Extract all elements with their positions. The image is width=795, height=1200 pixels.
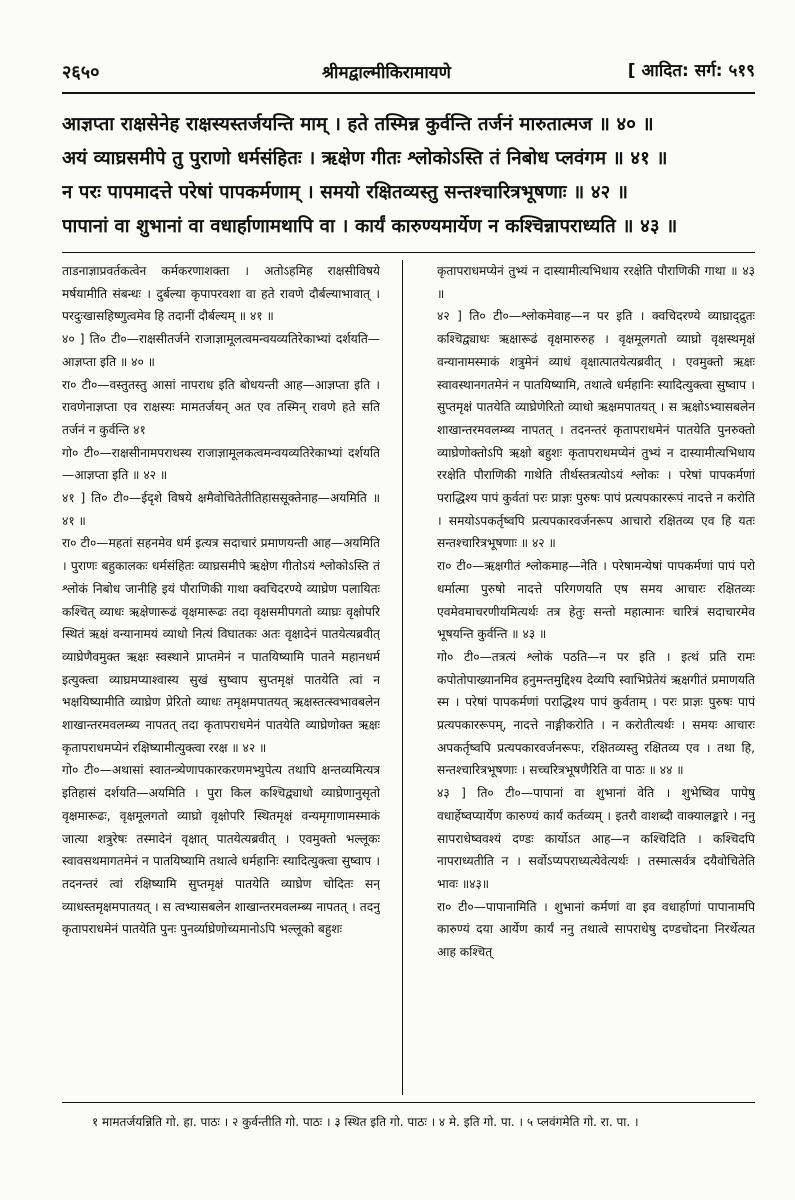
verse-42: न परः पापमादत्ते परेषां पापकर्मणाम् । समयो रक्षितव्यस्तु सन्तश्चारित्रभूषणाः ॥ ४२ ॥ bbox=[62, 182, 629, 203]
left-column bbox=[62, 260, 380, 941]
verse-41: अयं व्याघ्रसमीपे तु पुराणो धर्मसंहितः । ऋक्षेण गीतः श्लोकोऽस्ति तं निबोध प्लवंगम ॥ ४१ ॥ bbox=[62, 148, 668, 169]
commentary-paragraph: ४३ ] ति० टी०—पापानां वा शुभानां वेति । शुभेष्विव पापेषु वधार्हेष्वप्यार्येण कारुण्यं कार्यं कर्तव्यम् । इतरौ वाशब्दौ वाक्यालङ्कारे । ननु सापराधेष्ववश्यं दण्डः कार्योऽत आह—न कश्चिदिति । कश्चिदपि नापराध्यतीति न । सर्वोऽप्यपराध्यत्येवेत्यर्थः । तस्मात्सर्वत्र दयैवोचितेति भावः ॥४३॥ bbox=[437, 786, 755, 891]
header-rule bbox=[62, 92, 755, 94]
page-header bbox=[62, 58, 755, 88]
verse-rule bbox=[62, 252, 755, 253]
verse-block bbox=[62, 108, 755, 244]
verse-40: आज्ञप्ता राक्षसेनेह राक्षस्यस्तर्जयन्ति माम् । हते तस्मिन्न कुर्वन्ति तर्जनं मारुतात्मज ॥ ४० ॥ bbox=[62, 114, 654, 135]
verse-43: पापानां वा शुभानां वा वधार्हाणामथापि वा । कार्यं कारुण्यमार्येण न कश्चिन्नापराध्यति ॥ ४३ ॥ bbox=[62, 216, 678, 237]
commentary-columns bbox=[62, 260, 755, 1095]
commentary-paragraph: रा० टी०—पापानामिति । शुभानां कर्मणां वा इव वधार्हाणां पापानामपि कारुण्यं दया आर्येण कार्यं ननु तथात्वे सापराधेषु दण्डचोदना निरर्थेत्यत आह कश्चित् bbox=[437, 899, 755, 960]
commentary-paragraph: ४२ ] ति० टी०—श्लोकमेवाह—न पर इति । क्वचिदरण्ये व्याघ्राद्द्रुतः कश्चिद्व्याधः ऋक्षारूढं वृक्षमारुरुह । वृक्षमूलगतो व्याघ्रो वृक्षस्थमृक्षं वन्यानामस्माकं शत्रुमेनं व्याधं वृक्षात्पातयेत्यब्रवीत् । एवमुक्तो ऋक्षः स्वावस्थानगतमेनं न पातयिष्यामि, तथात्वे धर्महानिः स्यादित्युक्त्वा सुष्वाप । सुप्तमृक्षं पातयेति व्याघ्रेणेरितो व्याधो ऋक्षमपातयत् । स ऋक्षोऽभ्यासबलेन शाखान्तरमवलम्ब्य नापतत् । तदनन्तरं कृतापराधमेनं पातयेति पुनरुक्तो व्याघ्रेणोक्तोऽपि ऋक्षो बहुशः कृतापराधमप्येनं तुभ्यं न दास्यामीत्यभिधाय ररक्षेति पौराणिकी गाथेति तीर्थस्तत्रत्योऽयं श्लोकः । परेषां पापकर्मणां पराद्धिश्य पापं कुर्वतां परः प्राज्ञः पुरुषः पापं प्रत्यपकाररूपं नादत्ते न करोति । समयोऽपकर्तृष्वपि प्रत्यपकारवर्जनरूप आचारो रक्षितव्य एव हि यतः सन्तश्चारित्रभूषणाः ॥ ४२ ॥ bbox=[437, 309, 755, 551]
running-title: श्रीमद्वाल्मीकिरामायणे bbox=[322, 63, 451, 83]
commentary-paragraph: गो० टी०—अथासां स्वातन्त्र्येणापकारकरणमभ्युपेत्य तथापि क्षन्तव्यमित्यत्र इतिहासं दर्शयति—अयमिति । पुरा किल कश्चिद्व्याधो व्याघ्रेणानुसृतो वृक्षमारूढः, वृक्षमूलगतो व्याघ्रो वृक्षोपरि स्थितमृक्षं वन्यमृगाणामस्माकं जात्या शत्रुरेषः तस्मादेनं वृक्षात् पातयेत्यब्रवीत् । एवमुक्तो भल्लूकः स्वावसथमागतमेनं न पातयिष्यामि तथात्वे धर्महानिः स्यादित्युक्त्वा सुष्वाप । तदनन्तरं त्वां रक्षिष्यामि सुप्तमृक्षं पातयेति व्याघ्रेण चोदितः सन् व्याधस्तमृक्षमपातयत् । स त्वभ्यासबलेन शाखान्तरमवलम्ब्य नापतत् । तदनु कृतापराधमेनं पातयेति पुनः पुनर्व्याघ्रेणोच्यमानोऽपि भल्लूको बहुशः bbox=[62, 763, 380, 937]
commentary-paragraph: कृतापराधमप्येनं तुभ्यं न दास्यामीत्यभिधाय ररक्षेति पौराणिकी गाथा ॥ ४३ ॥ bbox=[437, 264, 755, 301]
commentary-paragraph: ताडनाज्ञाप्रवर्तकत्वेन कर्मकरणाशक्ता । अतोऽहमिह राक्षसीविषये मर्षयामीति संबन्धः । दुर्बल्या कृपापरवशा वा हते रावणे दौर्बल्याभावात् । परदुःखासहिष्णुत्वमेव हि तदानीं दौर्बल्यम् ॥ ४१ ॥ bbox=[62, 264, 380, 324]
commentary-paragraph: रा० टी०—वस्तुतस्तु आसां नापराध इति बोधयन्ती आह—आज्ञप्ता इति । रावणेनाज्ञप्ता एव राक्षस्यः मामतर्जयन् अत एव तस्मिन् रावणे हते सति तर्जनं न कुर्वन्ति ४१ bbox=[62, 377, 380, 437]
commentary-paragraph: रा० टी०—महतां सहनमेव धर्म इत्यत्र सदाचारं प्रमाणयन्ती आह—अयमिति । पुराणः बहुकालकः धर्मसंहितः व्याघ्रसमीपे ऋक्षेण गीतोऽयं श्लोकोऽस्ति तं श्लोकं निबोध जानीहि इयं पौराणिकी गाथा क्वचिदरण्ये व्याघ्रेण पलायितः कश्चित् व्याधः ऋक्षेणारूढं वृक्षमारूढः तदा वृक्षसमीपगतो व्याघ्रः वृक्षोपरि स्थितं ऋक्षं वन्यानामयं व्याधो नित्यं विघातकः अतः वृक्षादेनं पातयेत्यब्रवीत् व्याघ्रेणैवमुक्त ऋक्षः स्वस्थाने प्राप्तमेनं न पातयिष्यामि पातने महानधर्म इत्युक्त्वा व्याघ्रमप्याश्वास्य सुखं सुष्वाप सुप्तमृक्षं पातयेति त्वां न भक्षयिष्यामीति व्याघ्रेण प्रेरितो व्याधः तमृक्षमपातयत् ऋक्षस्तत्स्वभावबलेन शाखान्तरमवलम्ब्य नापतत् तदा कृतापराधमेनं पातयेति व्याघ्रेणोक्त ऋक्षः कृतापराधमप्येनं रक्षिष्यामीत्युक्त्वा ररक्ष ॥ ४२ ॥ bbox=[62, 536, 380, 755]
commentary-paragraph: ४१ ] ति० टी०—ईदृशे विषये क्षमैवोचितेतीतिहाससूक्तेनाह—अयमिति ॥ ४१ ॥ bbox=[62, 491, 380, 528]
commentary-paragraph: गो० टी०—तत्रत्यं श्लोकं पठति—न पर इति । इत्थं प्रति रामः कपोतोपाख्यानमिव हनुमन्तमुद्दिश्य देव्यपि स्वाभिप्रेतेयं ऋक्षगीतं प्रमाणयति स्म । परेषां पापकर्मणां पराद्धिश्य पापं कुर्वताम् । परः प्राज्ञः पुरुषः पापं प्रत्यपकाररूपम्, नादत्ते नाङ्गीकरोति । न करोतीत्यर्थः । समयः आचारः अपकर्तृष्वपि प्रत्यपकारवर्जनरूपः, रक्षितव्यस्तु रक्षितव्य एव । तथा हि, सन्तश्चारित्रभूषणाः । सच्चरित्रभूषणैरिति वा पाठः ॥ ४४ ॥ bbox=[437, 649, 755, 778]
section-reference: [ आदित: सर्ग: ५१९ bbox=[627, 61, 755, 81]
commentary-paragraph: गो० टी०—राक्षसीनामपराधस्य राजाज्ञामूलकत्वमन्वयव्यतिरेकाभ्यां दर्शयति—आज्ञप्ता इति ॥ ४२ ॥ bbox=[62, 445, 380, 483]
page-number: २६५० bbox=[62, 62, 100, 83]
commentary-paragraph: रा० टी०—ऋक्षगीतं श्लोकमाह—नेति । परेषामन्येषां पापकर्मणां पापं परो धर्मात्मा पुरुषो नादत्ते परिगणयति एष समय आचारः रक्षितव्यः एवमेवमाचरणीयमित्यर्थः तत्र हेतुः सन्तो महात्मानः चारित्रं सदाचारमेव भूषयन्ति कुर्वन्ति ॥ ४३ ॥ bbox=[437, 559, 755, 642]
column-divider bbox=[402, 260, 403, 1095]
right-column bbox=[437, 260, 755, 964]
commentary-paragraph: ४० ] ति० टी०—राक्षसीतर्जने राजाज्ञामूलत्वमन्वयव्यतिरेकाभ्यां दर्शयति—आज्ञप्ता इति ॥ ४० ॥ bbox=[62, 332, 380, 369]
footnote-rule bbox=[62, 1102, 755, 1103]
footnote-line: १ मामतर्जयन्निति गो. हा. पाठः । २ कुर्वन्तीति गो. पाठः । ३ स्थित इति गो. पाठः । ४ मे. इति गो. पा. । ५ प्लवंगमेति गो. रा. पा. । bbox=[92, 1115, 639, 1129]
